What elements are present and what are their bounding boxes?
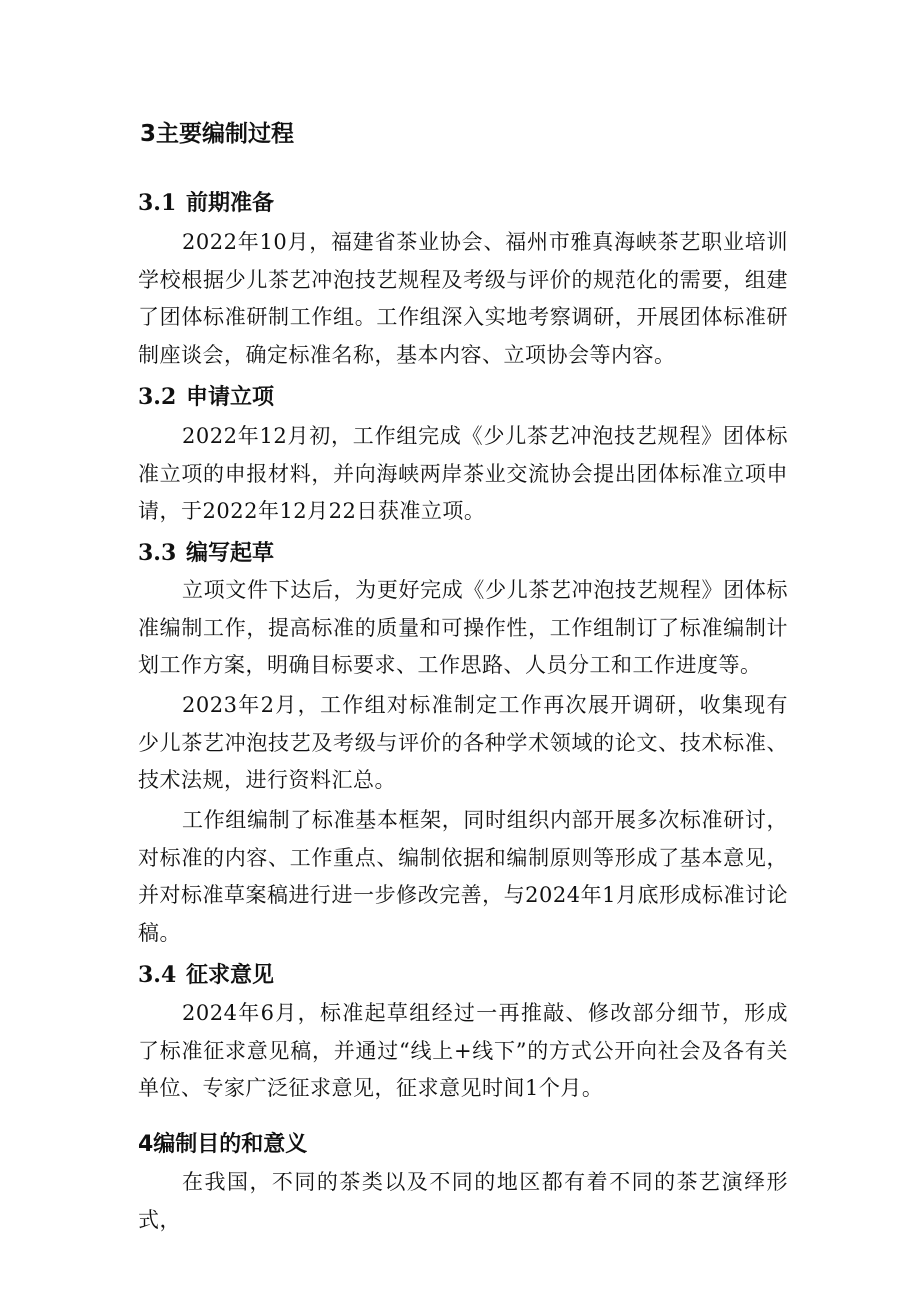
section-3-4-number: 3.4 [138,962,177,988]
section-3-3-paragraph-1: 立项文件下达后，为更好完成《少儿茶艺冲泡技艺规程》团体标准编制工作，提高标准的质量和可操作性，工作组制订了标准编制计划工作方案，明确目标要求、工作思路、人员分工和工作进度等。 [138,578,788,677]
section-4-paragraph: 在我国，不同的茶类以及不同的地区都有着不同的茶艺演绎形式， [138,1170,788,1232]
section-3-1-heading [138,186,274,217]
section-3-2-title: 申请立项 [186,385,275,410]
section-3-2-heading [138,380,274,411]
section-3-1-title: 前期准备 [186,191,275,216]
section-3-title: 3主要编制过程 [140,121,295,147]
section-3-4-paragraph: 2024年6月，标准起草组经过一再推敲、修改部分细节，形成了标准征求意见稿，并通过“线上+线下”的方式公开向社会及各有关单位、专家广泛征求意见，征求意见时间1个月。 [138,1001,788,1100]
section-3-1-paragraph: 2022年10月，福建省茶业协会、福州市雅真海峡茶艺职业培训学校根据少儿茶艺冲泡技艺规程及考级与评价的规范化的需要，组建了团体标准研制工作组。工作组深入实地考察调研，开展团体标准研制座谈会，确定标准名称，基本内容、立项协会等内容。 [138,230,788,367]
section-3-3-title: 编写起草 [186,541,275,566]
section-3-3-paragraph-2: 2023年2月，工作组对标准制定工作再次展开调研，收集现有少儿茶艺冲泡技艺及考级与评价的各种学术领域的论文、技术标准、技术法规，进行资料汇总。 [138,693,788,792]
section-3-4-heading [138,958,274,989]
section-3-2-paragraph: 2022年12月初，工作组完成《少儿茶艺冲泡技艺规程》团体标准立项的申报材料，并向海峡两岸茶业交流协会提出团体标准立项申请，于2022年12月22日获准立项。 [138,424,788,523]
section-4-title: 4编制目的和意义 [138,1132,308,1157]
section-3-3-paragraph-3: 工作组编制了标准基本框架，同时组织内部开展多次标准研讨，对标准的内容、工作重点、编制依据和编制原则等形成了基本意见，并对标准草案稿进行进一步修改完善，与2024年1月底形成标准讨论稿。 [138,808,788,945]
section-3-2-number: 3.2 [138,384,177,410]
section-3-3-number: 3.3 [138,540,177,566]
section-3-4-title: 征求意见 [186,963,275,988]
section-3-1-number: 3.1 [138,190,177,216]
section-3-3-heading [138,536,274,567]
